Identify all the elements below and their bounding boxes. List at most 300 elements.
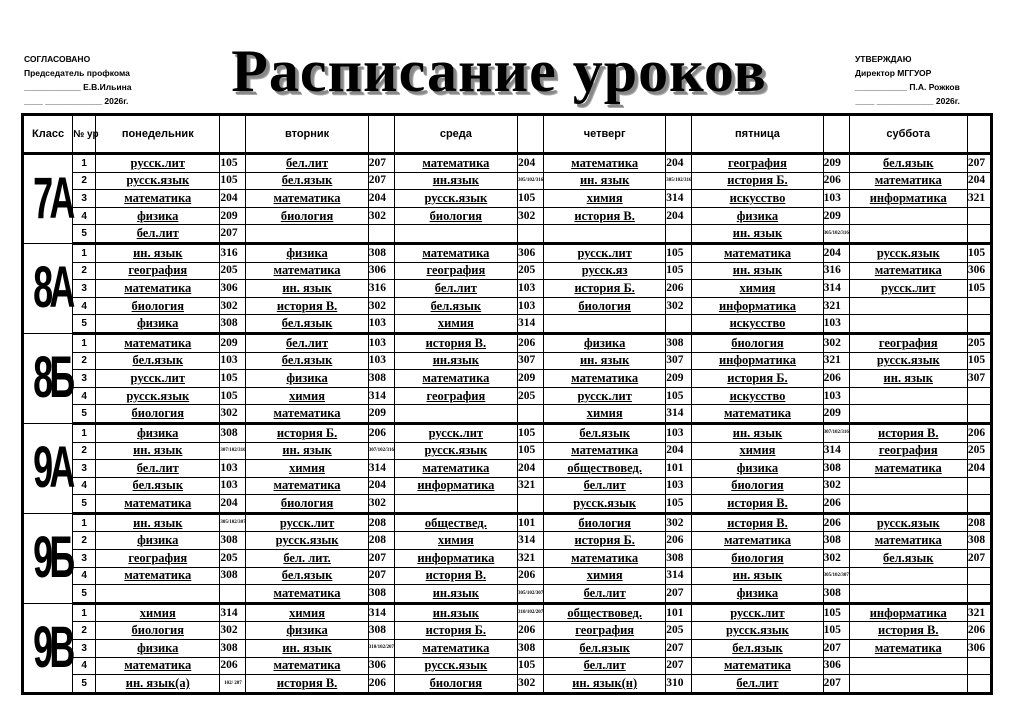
subject-cell: математика bbox=[544, 154, 666, 173]
room-cell: 204 bbox=[517, 154, 543, 173]
subject-cell: физика bbox=[692, 460, 823, 478]
subject-cell: бел.лит bbox=[246, 154, 368, 173]
subject-cell: биология bbox=[544, 513, 666, 532]
lesson-number: 5 bbox=[73, 225, 96, 244]
room-cell: 314 bbox=[823, 442, 849, 460]
table-row bbox=[23, 315, 992, 334]
room-cell: 209 bbox=[220, 207, 246, 225]
room-cell: 209 bbox=[823, 154, 849, 173]
room-cell: 102/ 207 bbox=[220, 675, 246, 694]
room-cell: 308 bbox=[368, 622, 394, 640]
lesson-number: 1 bbox=[73, 333, 96, 352]
subject-cell: биология bbox=[692, 333, 823, 352]
approve-date: ____ ____________ 2026г. bbox=[855, 96, 960, 106]
room-cell: 306 bbox=[967, 640, 991, 658]
room-cell: 205 bbox=[967, 442, 991, 460]
room-cell: 310 bbox=[666, 675, 692, 694]
subject-cell bbox=[849, 225, 967, 244]
room-cell: 307 bbox=[666, 352, 692, 370]
room-cell: 308 bbox=[823, 460, 849, 478]
room-cell: 205 bbox=[517, 387, 543, 405]
subject-cell: русск.язык bbox=[394, 657, 517, 675]
room-cell bbox=[220, 585, 246, 604]
table-row bbox=[23, 603, 992, 622]
room-cell: 204 bbox=[967, 172, 991, 190]
lesson-number: 3 bbox=[73, 370, 96, 388]
subject-cell bbox=[394, 225, 517, 244]
room-cell bbox=[967, 207, 991, 225]
room-cell: 310/102/207 bbox=[368, 640, 394, 658]
subject-cell: химия bbox=[544, 405, 666, 424]
room-cell: 321 bbox=[823, 297, 849, 315]
table-row bbox=[23, 657, 992, 675]
subject-cell: математика bbox=[246, 477, 368, 495]
subject-cell: математика bbox=[96, 495, 220, 514]
subject-cell: история В. bbox=[246, 297, 368, 315]
table-row bbox=[23, 207, 992, 225]
room-cell: 305/102/307 bbox=[220, 513, 246, 532]
subject-cell: математика bbox=[96, 657, 220, 675]
subject-cell: физика bbox=[246, 243, 368, 262]
page-title: Расписание уроков bbox=[231, 38, 767, 104]
subject-cell: бел.язык bbox=[849, 154, 967, 173]
table-row bbox=[23, 225, 992, 244]
room-cell: 206 bbox=[666, 532, 692, 550]
lesson-number: 5 bbox=[73, 315, 96, 334]
room-cell: 302 bbox=[666, 297, 692, 315]
room-cell: 103 bbox=[220, 460, 246, 478]
subject-cell: биология bbox=[394, 207, 517, 225]
table-row bbox=[23, 513, 992, 532]
subject-cell: география bbox=[692, 154, 823, 173]
subject-cell: ин. язык(а) bbox=[96, 675, 220, 694]
approval-signature: ____________ Е.В.Ильина bbox=[24, 82, 132, 92]
room-cell: 302 bbox=[220, 405, 246, 424]
subject-cell: русск.язык bbox=[394, 442, 517, 460]
room-cell bbox=[967, 567, 991, 585]
room-cell: 206 bbox=[823, 172, 849, 190]
subject-cell: биология bbox=[246, 207, 368, 225]
room-cell: 307/102/316 bbox=[368, 442, 394, 460]
subject-cell: химия bbox=[246, 460, 368, 478]
subject-cell: бел.лит bbox=[544, 477, 666, 495]
subject-cell: русск.лит bbox=[96, 154, 220, 173]
subject-cell: бел.лит bbox=[246, 333, 368, 352]
subject-cell: математика bbox=[246, 657, 368, 675]
room-cell: 314 bbox=[368, 603, 394, 622]
subject-cell: ин.язык bbox=[394, 352, 517, 370]
subject-cell: искусство bbox=[692, 190, 823, 208]
subject-cell: информатика bbox=[394, 550, 517, 568]
subject-cell: биология bbox=[96, 622, 220, 640]
approval-block-right bbox=[855, 52, 960, 108]
table-row bbox=[23, 622, 992, 640]
room-cell: 105 bbox=[666, 243, 692, 262]
room-cell: 205 bbox=[666, 622, 692, 640]
room-cell: 306 bbox=[517, 243, 543, 262]
table-row bbox=[23, 154, 992, 173]
approve-heading: УТВЕРЖДАЮ bbox=[855, 54, 912, 64]
table-row bbox=[23, 585, 992, 604]
subject-cell bbox=[849, 405, 967, 424]
subject-cell: история В. bbox=[849, 622, 967, 640]
subject-cell: история В. bbox=[692, 513, 823, 532]
subject-cell: бел.лит bbox=[544, 585, 666, 604]
room-cell: 306 bbox=[220, 280, 246, 298]
lesson-number: 5 bbox=[73, 495, 96, 514]
room-cell: 103 bbox=[823, 387, 849, 405]
subject-cell: математика bbox=[544, 370, 666, 388]
room-cell: 101 bbox=[517, 513, 543, 532]
table-row bbox=[23, 640, 992, 658]
subject-cell: математика bbox=[394, 154, 517, 173]
subject-cell: ин. язык bbox=[692, 225, 823, 244]
subject-cell: ин. язык bbox=[692, 262, 823, 280]
subject-cell: география bbox=[96, 262, 220, 280]
subject-cell: математика bbox=[849, 262, 967, 280]
subject-cell: ин. язык bbox=[96, 442, 220, 460]
room-cell: 209 bbox=[823, 207, 849, 225]
subject-cell: русск.лит bbox=[849, 280, 967, 298]
lesson-number: 1 bbox=[73, 423, 96, 442]
subject-cell: русск.язык bbox=[692, 622, 823, 640]
subject-cell: русск.язык bbox=[246, 532, 368, 550]
room-cell: 105 bbox=[823, 622, 849, 640]
subject-cell: бел.язык bbox=[544, 423, 666, 442]
room-cell: 302 bbox=[368, 495, 394, 514]
room-cell: 209 bbox=[368, 405, 394, 424]
day-header-saturday: суббота bbox=[849, 115, 967, 154]
room-cell: 321 bbox=[967, 190, 991, 208]
subject-cell: история Б. bbox=[394, 622, 517, 640]
subject-cell: химия bbox=[246, 387, 368, 405]
room-cell: 105 bbox=[517, 190, 543, 208]
subject-cell: математика bbox=[394, 243, 517, 262]
table-row bbox=[23, 550, 992, 568]
subject-cell: русск.язык bbox=[96, 387, 220, 405]
subject-cell: обществовед. bbox=[544, 603, 666, 622]
subject-cell: русск.язык bbox=[544, 495, 666, 514]
room-cell: 105 bbox=[823, 603, 849, 622]
room-cell: 204 bbox=[220, 495, 246, 514]
subject-cell bbox=[849, 675, 967, 694]
room-cell: 204 bbox=[220, 190, 246, 208]
room-cell bbox=[967, 495, 991, 514]
lesson-number: 2 bbox=[73, 262, 96, 280]
subject-cell: бел.язык bbox=[246, 172, 368, 190]
room-cell: 206 bbox=[517, 567, 543, 585]
subject-cell: физика bbox=[246, 370, 368, 388]
subject-cell: бел.язык bbox=[394, 297, 517, 315]
subject-cell: математика bbox=[692, 532, 823, 550]
room-cell: 314 bbox=[517, 315, 543, 334]
subject-cell: ин. язык(н) bbox=[544, 675, 666, 694]
room-cell: 204 bbox=[967, 460, 991, 478]
table-row bbox=[23, 190, 992, 208]
room-cell: 305/102/316 bbox=[666, 172, 692, 190]
subject-cell bbox=[849, 477, 967, 495]
subject-cell: ин. язык bbox=[692, 567, 823, 585]
subject-cell bbox=[96, 585, 220, 604]
class-name: 9В bbox=[33, 614, 72, 680]
room-cell: 208 bbox=[967, 513, 991, 532]
room-cell: 103 bbox=[220, 477, 246, 495]
subject-cell: математика bbox=[394, 640, 517, 658]
room-cell: 207 bbox=[967, 550, 991, 568]
subject-cell: математика bbox=[544, 442, 666, 460]
subject-cell: ин. язык bbox=[246, 640, 368, 658]
table-row bbox=[23, 567, 992, 585]
subject-cell: химия bbox=[246, 603, 368, 622]
room-cell: 308 bbox=[368, 585, 394, 604]
subject-cell: история Б. bbox=[692, 370, 823, 388]
table-row bbox=[23, 370, 992, 388]
subject-cell bbox=[849, 297, 967, 315]
subject-cell: бел.лит bbox=[692, 675, 823, 694]
class-column-header: Класс bbox=[23, 115, 73, 154]
subject-cell: бел.язык bbox=[544, 640, 666, 658]
room-cell: 314 bbox=[368, 460, 394, 478]
room-cell: 207 bbox=[368, 567, 394, 585]
room-cell bbox=[666, 225, 692, 244]
room-cell: 316 bbox=[368, 280, 394, 298]
subject-cell: обществовед. bbox=[544, 460, 666, 478]
subject-cell: бел.язык bbox=[96, 477, 220, 495]
room-cell: 205 bbox=[517, 262, 543, 280]
subject-cell: математика bbox=[96, 280, 220, 298]
subject-cell: география bbox=[544, 622, 666, 640]
room-cell: 206 bbox=[517, 622, 543, 640]
room-cell: 316 bbox=[823, 262, 849, 280]
room-cell: 207 bbox=[823, 640, 849, 658]
room-cell: 308 bbox=[666, 333, 692, 352]
table-row bbox=[23, 297, 992, 315]
room-cell: 308 bbox=[967, 532, 991, 550]
room-cell: 314 bbox=[220, 603, 246, 622]
lesson-number: 4 bbox=[73, 207, 96, 225]
subject-cell: информатика bbox=[849, 190, 967, 208]
room-cell bbox=[666, 315, 692, 334]
room-cell: 206 bbox=[967, 423, 991, 442]
subject-cell bbox=[394, 495, 517, 514]
subject-cell: история Б. bbox=[544, 532, 666, 550]
lesson-number: 1 bbox=[73, 243, 96, 262]
room-cell: 206 bbox=[823, 370, 849, 388]
room-cell: 103 bbox=[368, 352, 394, 370]
subject-cell bbox=[544, 225, 666, 244]
room-cell: 302 bbox=[823, 477, 849, 495]
room-cell: 209 bbox=[517, 370, 543, 388]
table-row bbox=[23, 352, 992, 370]
table-row bbox=[23, 532, 992, 550]
room-cell: 207 bbox=[368, 154, 394, 173]
subject-cell: история В. bbox=[544, 207, 666, 225]
subject-cell: биология bbox=[96, 297, 220, 315]
subject-cell: бел.язык bbox=[246, 315, 368, 334]
room-cell: 314 bbox=[368, 387, 394, 405]
subject-cell bbox=[849, 495, 967, 514]
subject-cell: бел.язык bbox=[692, 640, 823, 658]
room-cell: 205 bbox=[220, 550, 246, 568]
subject-cell: обществед. bbox=[394, 513, 517, 532]
room-cell: 105 bbox=[666, 387, 692, 405]
room-cell: 321 bbox=[823, 352, 849, 370]
room-cell: 306 bbox=[368, 657, 394, 675]
subject-cell: математика bbox=[849, 172, 967, 190]
table-row bbox=[23, 172, 992, 190]
subject-cell bbox=[246, 225, 368, 244]
room-cell: 105 bbox=[517, 442, 543, 460]
room-cell: 305/102/316 bbox=[823, 225, 849, 244]
table-row bbox=[23, 262, 992, 280]
room-cell: 206 bbox=[368, 423, 394, 442]
room-cell: 308 bbox=[220, 423, 246, 442]
lesson-number: 2 bbox=[73, 442, 96, 460]
room-cell: 310/102/207 bbox=[517, 603, 543, 622]
approval-heading: СОГЛАСОВАНО bbox=[24, 54, 91, 64]
subject-cell: русск.язык bbox=[849, 352, 967, 370]
subject-cell: ин.язык bbox=[394, 603, 517, 622]
subject-cell: химия bbox=[544, 567, 666, 585]
subject-cell: биология bbox=[692, 550, 823, 568]
room-cell: 302 bbox=[368, 207, 394, 225]
subject-cell: математика bbox=[96, 567, 220, 585]
room-cell bbox=[967, 405, 991, 424]
room-cell: 307 bbox=[517, 352, 543, 370]
room-cell: 103 bbox=[666, 477, 692, 495]
room-cell: 206 bbox=[220, 657, 246, 675]
subject-cell: история В. bbox=[394, 333, 517, 352]
room-cell: 307/102/316 bbox=[823, 423, 849, 442]
subject-cell: география bbox=[849, 333, 967, 352]
subject-cell: русск.лит bbox=[544, 387, 666, 405]
room-cell: 207 bbox=[220, 225, 246, 244]
subject-cell: русск.лит bbox=[246, 513, 368, 532]
day-header-monday: понедельник bbox=[96, 115, 220, 154]
subject-cell bbox=[849, 567, 967, 585]
room-cell: 103 bbox=[517, 280, 543, 298]
subject-cell: ин. язык bbox=[849, 370, 967, 388]
room-cell: 314 bbox=[666, 405, 692, 424]
approve-position: Директор МГГУОР bbox=[855, 68, 932, 78]
subject-cell: математика bbox=[246, 262, 368, 280]
lesson-number: 3 bbox=[73, 460, 96, 478]
subject-cell: химия bbox=[96, 603, 220, 622]
room-cell: 208 bbox=[368, 513, 394, 532]
room-cell: 204 bbox=[368, 190, 394, 208]
room-cell: 308 bbox=[823, 585, 849, 604]
room-cell: 306 bbox=[368, 262, 394, 280]
lesson-number: 4 bbox=[73, 657, 96, 675]
table-row bbox=[23, 423, 992, 442]
class-name: 8А bbox=[33, 255, 72, 321]
subject-cell: история В. bbox=[849, 423, 967, 442]
subject-cell: информатика bbox=[849, 603, 967, 622]
room-cell: 302 bbox=[517, 207, 543, 225]
lesson-number: 5 bbox=[73, 585, 96, 604]
subject-cell: ин. язык bbox=[96, 243, 220, 262]
room-cell: 105 bbox=[220, 387, 246, 405]
subject-cell: математика bbox=[692, 657, 823, 675]
subject-cell: бел.лит bbox=[96, 460, 220, 478]
subject-cell: физика bbox=[96, 640, 220, 658]
class-name: 9А bbox=[33, 435, 72, 501]
subject-cell: бел.лит bbox=[394, 280, 517, 298]
room-cell: 103 bbox=[823, 190, 849, 208]
subject-cell: бел.лит bbox=[96, 225, 220, 244]
room-cell: 305/102/307 bbox=[823, 567, 849, 585]
subject-cell: бел.язык bbox=[849, 550, 967, 568]
subject-cell: физика bbox=[96, 207, 220, 225]
subject-cell: математика bbox=[394, 370, 517, 388]
room-cell: 208 bbox=[368, 532, 394, 550]
lesson-number: 1 bbox=[73, 603, 96, 622]
subject-cell: ин. язык bbox=[96, 513, 220, 532]
room-cell: 207 bbox=[967, 154, 991, 173]
class-name: 7А bbox=[33, 165, 72, 231]
subject-cell: география bbox=[394, 262, 517, 280]
room-cell bbox=[967, 585, 991, 604]
room-cell bbox=[967, 657, 991, 675]
room-cell: 307 bbox=[967, 370, 991, 388]
subject-cell: химия bbox=[544, 190, 666, 208]
room-cell bbox=[967, 387, 991, 405]
subject-cell: русск.язык bbox=[849, 513, 967, 532]
subject-cell: математика bbox=[849, 532, 967, 550]
subject-cell: русск.язык bbox=[849, 243, 967, 262]
subject-cell: бел. лит. bbox=[246, 550, 368, 568]
subject-cell: история Б. bbox=[692, 172, 823, 190]
room-cell: 205 bbox=[220, 262, 246, 280]
subject-cell: физика bbox=[96, 423, 220, 442]
subject-cell: история Б. bbox=[544, 280, 666, 298]
room-cell: 206 bbox=[823, 513, 849, 532]
subject-cell: математика bbox=[96, 190, 220, 208]
lesson-number: 3 bbox=[73, 640, 96, 658]
subject-cell: биология bbox=[96, 405, 220, 424]
room-cell: 308 bbox=[666, 550, 692, 568]
subject-cell: математика bbox=[544, 550, 666, 568]
room-cell: 207 bbox=[666, 640, 692, 658]
room-cell: 209 bbox=[666, 370, 692, 388]
lesson-number: 2 bbox=[73, 172, 96, 190]
lesson-number-header: № ур bbox=[73, 115, 96, 154]
subject-cell: биология bbox=[394, 675, 517, 694]
subject-cell: биология bbox=[246, 495, 368, 514]
room-cell bbox=[517, 225, 543, 244]
subject-cell: бел.язык bbox=[246, 567, 368, 585]
room-cell: 306 bbox=[823, 657, 849, 675]
room-cell: 206 bbox=[368, 675, 394, 694]
room-cell: 305/102/307 bbox=[517, 585, 543, 604]
room-cell: 105 bbox=[967, 352, 991, 370]
table-row bbox=[23, 477, 992, 495]
room-cell: 105 bbox=[967, 280, 991, 298]
room-cell: 302 bbox=[823, 550, 849, 568]
room-cell: 206 bbox=[517, 333, 543, 352]
room-cell: 316 bbox=[220, 243, 246, 262]
subject-cell: математика bbox=[394, 460, 517, 478]
lesson-number: 4 bbox=[73, 297, 96, 315]
room-cell: 206 bbox=[666, 280, 692, 298]
class-name: 8Б bbox=[33, 345, 72, 411]
subject-cell: история В. bbox=[394, 567, 517, 585]
day-header-friday: пятница bbox=[692, 115, 823, 154]
room-cell: 207 bbox=[666, 585, 692, 604]
lesson-number: 3 bbox=[73, 190, 96, 208]
subject-cell: бел.лит bbox=[544, 657, 666, 675]
subject-cell: бел.язык bbox=[246, 352, 368, 370]
